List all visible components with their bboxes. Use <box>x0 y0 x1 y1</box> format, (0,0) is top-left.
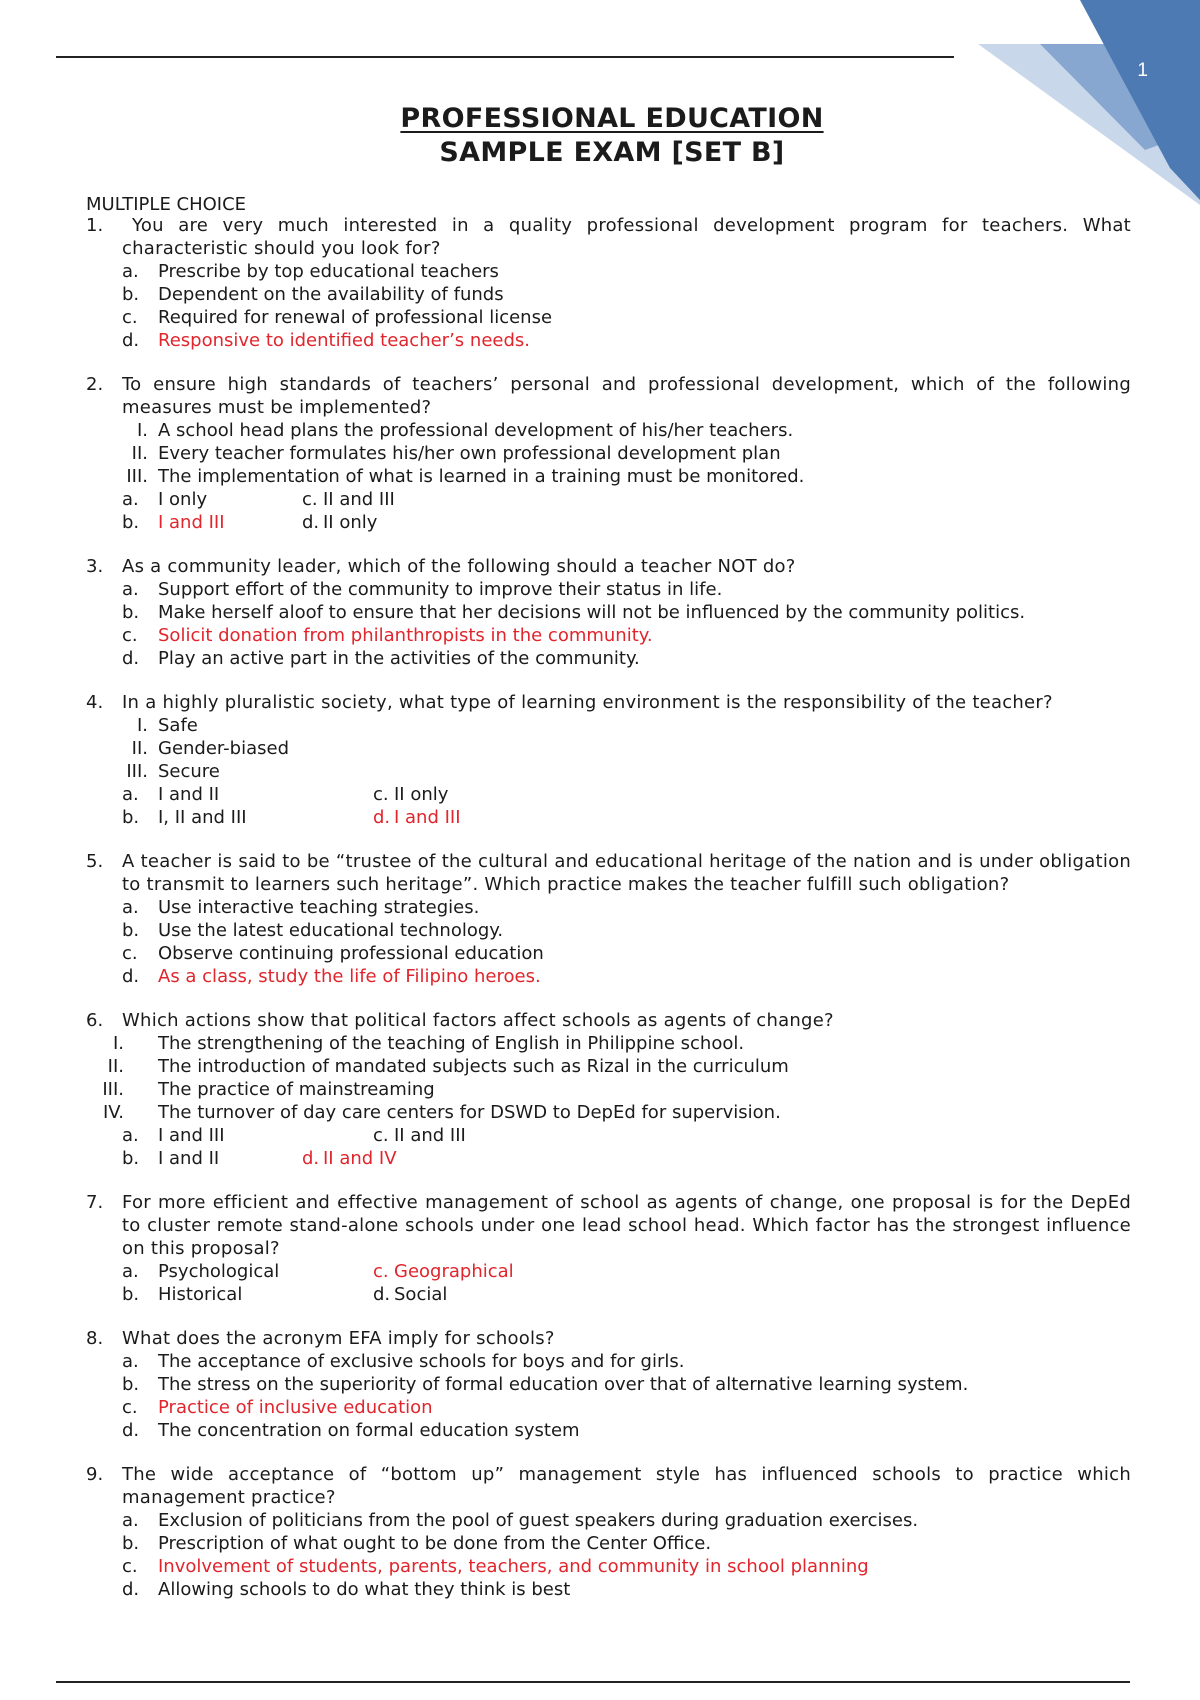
answer-option: As a class, study the life of Filipino heroes. <box>158 966 541 987</box>
option-label: a. <box>122 784 139 805</box>
roman-label: IV. <box>102 1102 124 1123</box>
option-text: I and II <box>158 1148 220 1169</box>
option-label: c. <box>122 943 138 964</box>
question-number: 6. <box>86 1010 104 1031</box>
roman-text: Secure <box>158 761 220 782</box>
roman-text: Safe <box>158 715 198 736</box>
option-text: Observe continuing professional education <box>158 943 544 964</box>
answer-option: I and III <box>394 807 461 828</box>
option-text: II only <box>323 512 378 533</box>
answer-option: Solicit donation from philanthropists in the community. <box>158 625 653 646</box>
question-number: 8. <box>86 1328 104 1349</box>
question-number: 3. <box>86 556 104 577</box>
option-text: Dependent on the availability of funds <box>158 284 504 305</box>
answer-option: I and III <box>158 512 225 533</box>
option-label: a. <box>122 579 139 600</box>
roman-label: I. <box>112 1033 124 1054</box>
answer-option: II and IV <box>323 1148 397 1169</box>
roman-label: I. <box>136 420 148 441</box>
option-label: d. <box>302 512 320 533</box>
option-text: Prescription of what ought to be done from the Center Office. <box>158 1533 712 1554</box>
option-label: b. <box>122 284 140 305</box>
option-text: II and III <box>394 1125 466 1146</box>
roman-text: A school head plans the professional development of his/her teachers. <box>158 420 794 441</box>
roman-label: III. <box>102 1079 124 1100</box>
question-2 <box>86 373 1131 534</box>
option-label: b. <box>122 602 140 623</box>
answer-label: d. <box>302 1148 320 1169</box>
option-text: Use interactive teaching strategies. <box>158 897 480 918</box>
question-5 <box>86 850 1131 988</box>
question-text: As a community leader, which of the following should a teacher NOT do? <box>122 556 796 577</box>
option-label: a. <box>122 897 139 918</box>
roman-label: II. <box>107 1056 124 1077</box>
option-text: II only <box>394 784 449 805</box>
question-text: What does the acronym EFA imply for schools? <box>122 1328 555 1349</box>
question-7 <box>86 1191 1131 1306</box>
answer-option: Involvement of students, parents, teachers, and community in school planning <box>158 1556 869 1577</box>
option-text: The acceptance of exclusive schools for boys and for girls. <box>158 1351 685 1372</box>
question-4 <box>86 691 1131 829</box>
option-label: a. <box>122 1125 139 1146</box>
roman-label: II. <box>131 443 148 464</box>
page-number: 1 <box>1137 60 1148 81</box>
question-text: You are very much interested in a quality professional development program for teachers. What characteristic should you look for? <box>122 215 1131 259</box>
option-label: d. <box>122 966 140 987</box>
option-label: d. <box>122 330 140 351</box>
roman-label: I. <box>136 715 148 736</box>
question-number: 1. <box>86 215 104 236</box>
option-text: I and III <box>158 1125 225 1146</box>
answer-option: Responsive to identified teacher’s needs. <box>158 330 530 351</box>
option-label: b. <box>122 512 140 533</box>
answer-label: d. <box>373 807 391 828</box>
option-text: Use the latest educational technology. <box>158 920 504 941</box>
option-label: d. <box>373 1284 391 1305</box>
question-text: For more efficient and effective management of school as agents of change, one proposal is for the DepEd to cluster remote stand-alone schools under one lead school head. Which factor has the strongest influence on this proposal? <box>122 1192 1131 1259</box>
option-text: Make herself aloof to ensure that her decisions will not be influenced by the community politics. <box>158 602 1026 623</box>
question-text: A teacher is said to be “trustee of the cultural and educational heritage of the nation and is under obligation to transmit to learners such heritage”. Which practice makes the teacher fulfill such obligation? <box>122 851 1131 895</box>
option-label: c. <box>122 307 138 328</box>
option-label: a. <box>122 1261 139 1282</box>
question-text: The wide acceptance of “bottom up” management style has influenced schools to practice which management practice? <box>122 1464 1131 1508</box>
roman-label: III. <box>126 466 148 487</box>
roman-text: The implementation of what is learned in a training must be monitored. <box>158 466 805 487</box>
page-subtitle: SAMPLE EXAM [SET B] <box>439 137 785 168</box>
option-text: I, II and III <box>158 807 247 828</box>
option-label: c. <box>373 1125 389 1146</box>
option-text: Psychological <box>158 1261 280 1282</box>
page-title: PROFESSIONAL EDUCATION <box>400 103 824 134</box>
option-label: d. <box>122 1420 140 1441</box>
roman-text: The strengthening of the teaching of English in Philippine school. <box>158 1033 745 1054</box>
question-number: 4. <box>86 692 104 713</box>
option-label: b. <box>122 1148 140 1169</box>
option-text: Required for renewal of professional license <box>158 307 553 328</box>
question-text: Which actions show that political factors affect schools as agents of change? <box>122 1010 834 1031</box>
option-label: b. <box>122 807 140 828</box>
answer-option: Practice of inclusive education <box>158 1397 433 1418</box>
option-text: The stress on the superiority of formal education over that of alternative learning system. <box>158 1374 969 1395</box>
option-label: c. <box>373 784 389 805</box>
roman-text: The turnover of day care centers for DSWD to DepEd for supervision. <box>158 1102 781 1123</box>
option-text: The concentration on formal education system <box>158 1420 580 1441</box>
answer-label: c. <box>373 1261 389 1282</box>
footer-rule <box>56 1681 1130 1683</box>
option-text: Prescribe by top educational teachers <box>158 261 499 282</box>
option-label: b. <box>122 1374 140 1395</box>
question-number: 5. <box>86 851 104 872</box>
answer-option: Geographical <box>394 1261 514 1282</box>
option-label: a. <box>122 1351 139 1372</box>
option-label: a. <box>122 1510 139 1531</box>
question-8 <box>86 1327 1131 1442</box>
option-label: b. <box>122 1533 140 1554</box>
option-label: c. <box>122 1397 138 1418</box>
roman-text: The practice of mainstreaming <box>158 1079 435 1100</box>
question-number: 7. <box>86 1192 104 1213</box>
option-label: c. <box>122 1556 138 1577</box>
roman-text: Gender-biased <box>158 738 290 759</box>
option-label: a. <box>122 489 139 510</box>
option-label: d. <box>122 1579 140 1600</box>
option-text: II and III <box>323 489 395 510</box>
option-label: d. <box>122 648 140 669</box>
option-label: a. <box>122 261 139 282</box>
option-text: Allowing schools to do what they think is best <box>158 1579 571 1600</box>
option-label: c. <box>122 625 138 646</box>
question-number: 9. <box>86 1464 104 1485</box>
roman-text: The introduction of mandated subjects such as Rizal in the curriculum <box>158 1056 789 1077</box>
section-heading: MULTIPLE CHOICE <box>86 194 247 215</box>
roman-text: Every teacher formulates his/her own professional development plan <box>158 443 781 464</box>
question-6 <box>86 1009 1131 1170</box>
question-3 <box>86 555 1131 670</box>
question-1 <box>86 214 1131 352</box>
option-text: Support effort of the community to improve their status in life. <box>158 579 723 600</box>
option-text: Play an active part in the activities of the community. <box>158 648 640 669</box>
question-number: 2. <box>86 374 104 395</box>
option-text: Social <box>394 1284 448 1305</box>
option-text: Exclusion of politicians from the pool of guest speakers during graduation exercises. <box>158 1510 919 1531</box>
option-label: b. <box>122 1284 140 1305</box>
option-text: Historical <box>158 1284 243 1305</box>
option-text: I only <box>158 489 208 510</box>
question-list <box>86 214 1131 1622</box>
roman-label: III. <box>126 761 148 782</box>
question-9 <box>86 1463 1131 1601</box>
roman-label: II. <box>131 738 148 759</box>
question-text: In a highly pluralistic society, what type of learning environment is the responsibility of the teacher? <box>122 692 1053 713</box>
option-text: I and II <box>158 784 220 805</box>
option-label: b. <box>122 920 140 941</box>
header-rule <box>56 56 954 58</box>
question-text: To ensure high standards of teachers’ personal and professional development, which of the following measures must be implemented? <box>122 374 1131 418</box>
option-label: c. <box>302 489 318 510</box>
